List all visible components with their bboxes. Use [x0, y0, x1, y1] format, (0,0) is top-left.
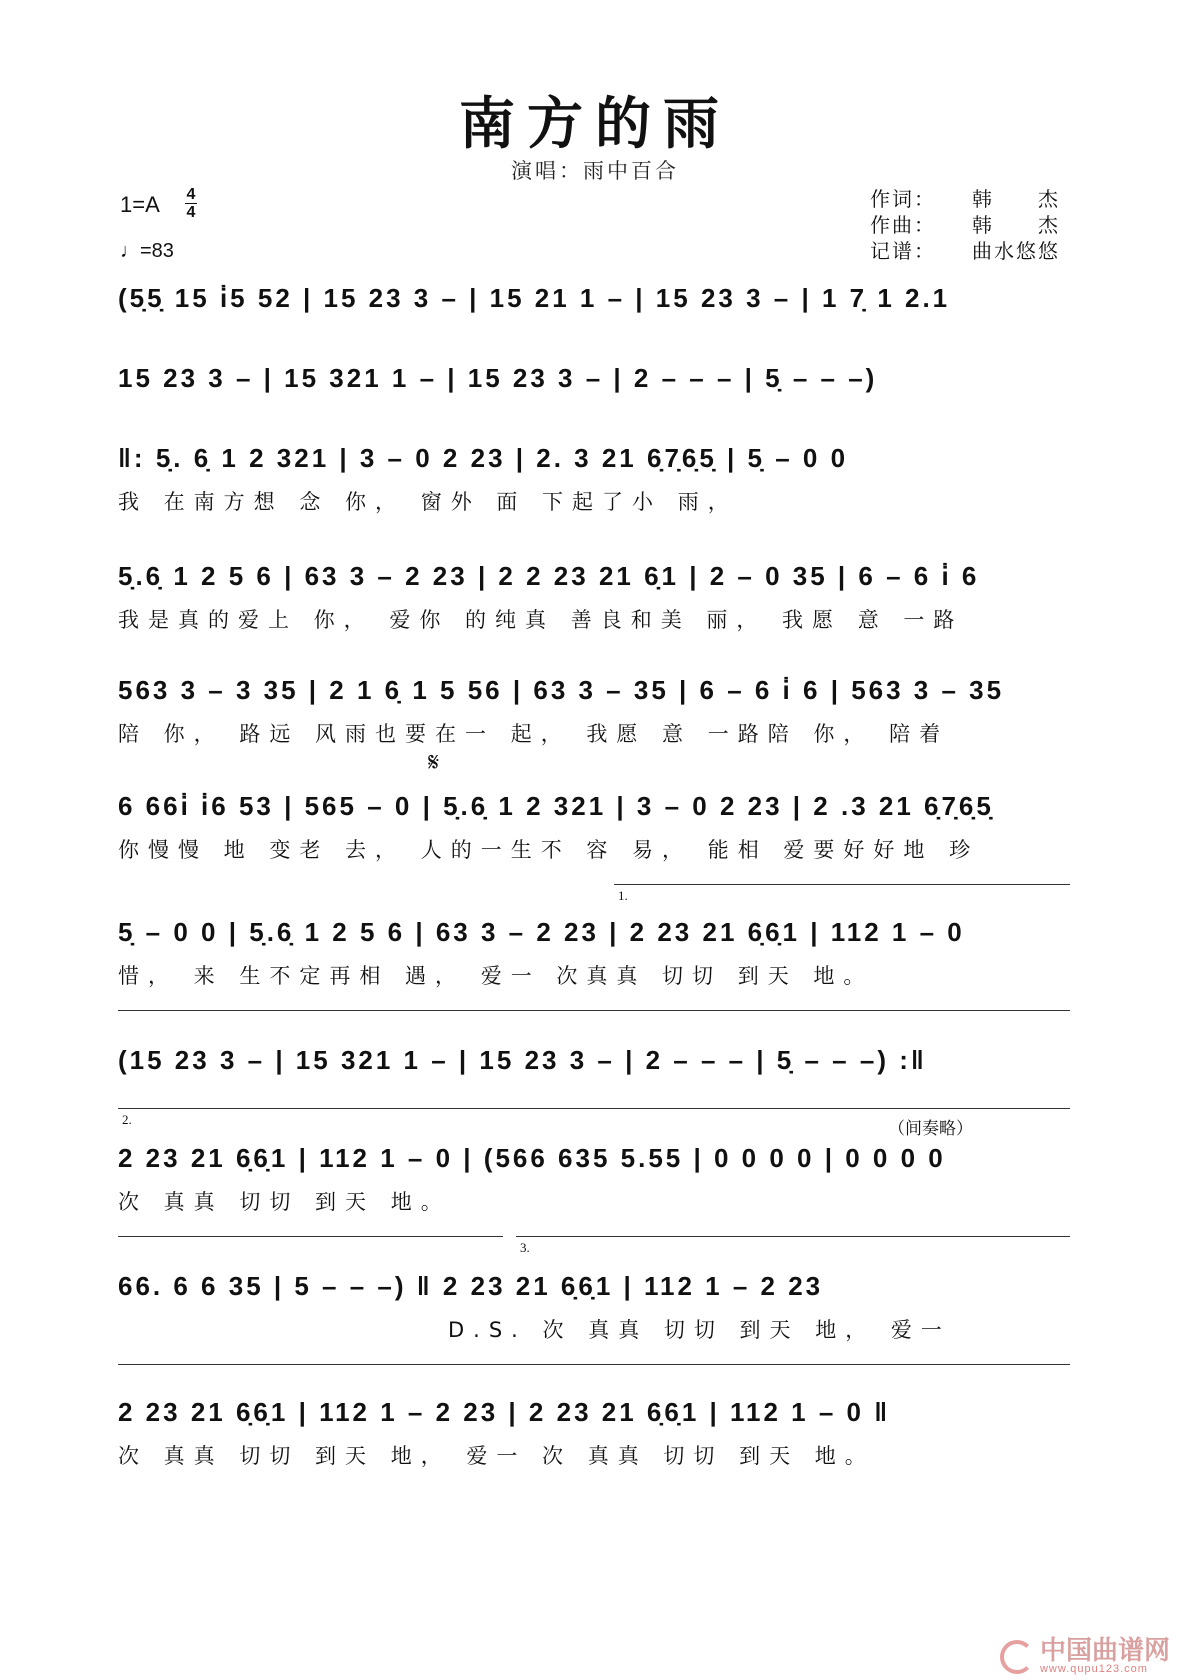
volta-label-2: 2.	[122, 1112, 132, 1127]
score-system-2	[118, 358, 1070, 398]
singer-line: 演唱：雨中百合	[511, 159, 679, 183]
notation-line: ‖: 5̣. 6̣ 1 2 321 | 3 – 0 2 23 | 2. 3 21 6̣7̣6̣5̣ | 5̣ – 0 0	[118, 443, 849, 473]
site-watermark	[1000, 1638, 1170, 1675]
score-system-10	[118, 1266, 1070, 1344]
lyrics-line: 陪 你， 路远 风雨也要在一 起， 我愿 意 一路陪 你， 陪着	[118, 722, 950, 746]
volta-bracket-2	[118, 1108, 1070, 1110]
notation-line: 15 23 3 – | 15 321 1 – | 15 23 3 – | 2 – – – | 5̣ – – –)	[118, 363, 878, 393]
lyrics-line: 次 真真 切切 到天 地。	[118, 1190, 451, 1214]
notation-line: 6 66i̇ i̇6 53 | 565 – 0 | 5̣.6̣ 1 2 321 | 3 – 0 2 23 | 2 .3 21 6̣7̣6̣5̣	[118, 791, 994, 821]
lyrics-line: 我是真的爱上 你， 爱你 的纯真 善良和美 丽， 我愿 意 一路	[118, 608, 964, 632]
score-system-3	[118, 438, 1070, 516]
segno-sign: 𝄋	[428, 748, 440, 778]
volta-label-1: 1.	[618, 888, 628, 903]
volta-bracket-3-continue	[118, 1364, 1070, 1366]
notation-line: (15 23 3 – | 15 321 1 – | 15 23 3 – | 2 – – – | 5̣ – – –) :‖	[118, 1045, 927, 1075]
score-system-5	[118, 670, 1070, 748]
notation-line: 5̣.6̣ 1 2 5 6 | 63 3 – 2 23 | 2 2 23 21 6̣1 | 2 – 0 35 | 6 – 6 i̇ 6	[118, 561, 980, 591]
credit-value: 韩 杰	[972, 187, 1060, 211]
score-system-4	[118, 556, 1070, 634]
lyrics-line: 惜， 来 生不定再相 遇， 爱一 次真真 切切 到天 地。	[118, 964, 874, 988]
score-system-7	[118, 912, 1070, 990]
watermark-name: 中国曲谱网	[1039, 1636, 1170, 1666]
credit-value: 韩 杰	[972, 213, 1060, 237]
score-system-1	[118, 278, 1070, 318]
credit-value: 曲水悠悠	[972, 239, 1060, 263]
volta-label-3: 3.	[520, 1240, 530, 1255]
notation-line: 66. 6 6 35 | 5 – – –) ‖ 2 23 21 6̣6̣1 | 112 1 – 2 23	[118, 1271, 824, 1301]
score-system-8	[118, 1040, 1070, 1080]
time-signature-top: 4	[186, 186, 196, 203]
lyrics-line: 你慢慢 地 变老 去， 人的一生不 容 易， 能相 爱要好好地 珍	[118, 838, 980, 862]
volta-bracket-3	[516, 1236, 1070, 1238]
qupu-logo-icon	[1000, 1640, 1034, 1674]
lyrics-line: 次 真真 切切 到天 地， 爱一 次 真真 切切 到天 地。	[118, 1444, 875, 1468]
key-signature: 1=A	[120, 192, 160, 217]
notation-line: (5̣5̣ 15 i̇5 52 | 15 23 3 – | 15 21 1 – | 15 23 3 – | 1 7̣ 1 2.1	[118, 283, 951, 313]
notation-line: 2 23 21 6̣6̣1 | 112 1 – 0 | (566 635 5.55 | 0 0 0 0 | 0 0 0 0	[118, 1143, 946, 1173]
lyrics-line: 我 在南方想 念 你， 窗外 面 下起了小 雨，	[118, 490, 738, 514]
volta-bracket-1	[614, 884, 1070, 886]
credits-block	[870, 186, 1060, 264]
score-system-6	[118, 786, 1070, 864]
credit-composer	[870, 212, 1060, 238]
interlude-note: （间奏略）	[888, 1119, 973, 1139]
credit-label: 作词：	[870, 187, 936, 211]
notation-line: 563 3 – 3 35 | 2 1 6̣ 1 5 56 | 63 3 – 35 | 6 – 6 i̇ 6 | 563 3 – 35	[118, 675, 1005, 705]
credit-transcriber	[870, 238, 1060, 264]
score-system-9	[118, 1138, 1070, 1216]
notation-line: 5̣ – 0 0 | 5̣.6̣ 1 2 5 6 | 63 3 – 2 23 | 2 23 21 6̣6̣1 | 112 1 – 0	[118, 917, 965, 947]
score-system-11	[118, 1392, 1070, 1470]
lyrics-line: D.S. 次 真真 切切 到天 地， 爱一	[448, 1318, 951, 1342]
time-signature-bottom: 4	[186, 204, 196, 221]
credit-label: 记谱：	[870, 239, 936, 263]
volta-bracket-continue	[118, 1010, 1070, 1012]
tempo-marking: ♩=83	[120, 240, 174, 262]
watermark-url: www.qupu123.com	[1039, 1663, 1148, 1675]
time-signature	[185, 186, 197, 221]
song-title: 南方的雨	[459, 91, 731, 157]
credit-label: 作曲：	[870, 213, 936, 237]
watermark-text	[1040, 1638, 1170, 1675]
volta-bracket-2-end	[118, 1236, 503, 1238]
notation-line: 2 23 21 6̣6̣1 | 112 1 – 2 23 | 2 23 21 6̣6̣1 | 112 1 – 0 ‖	[118, 1397, 891, 1427]
credit-lyricist	[870, 186, 1060, 212]
